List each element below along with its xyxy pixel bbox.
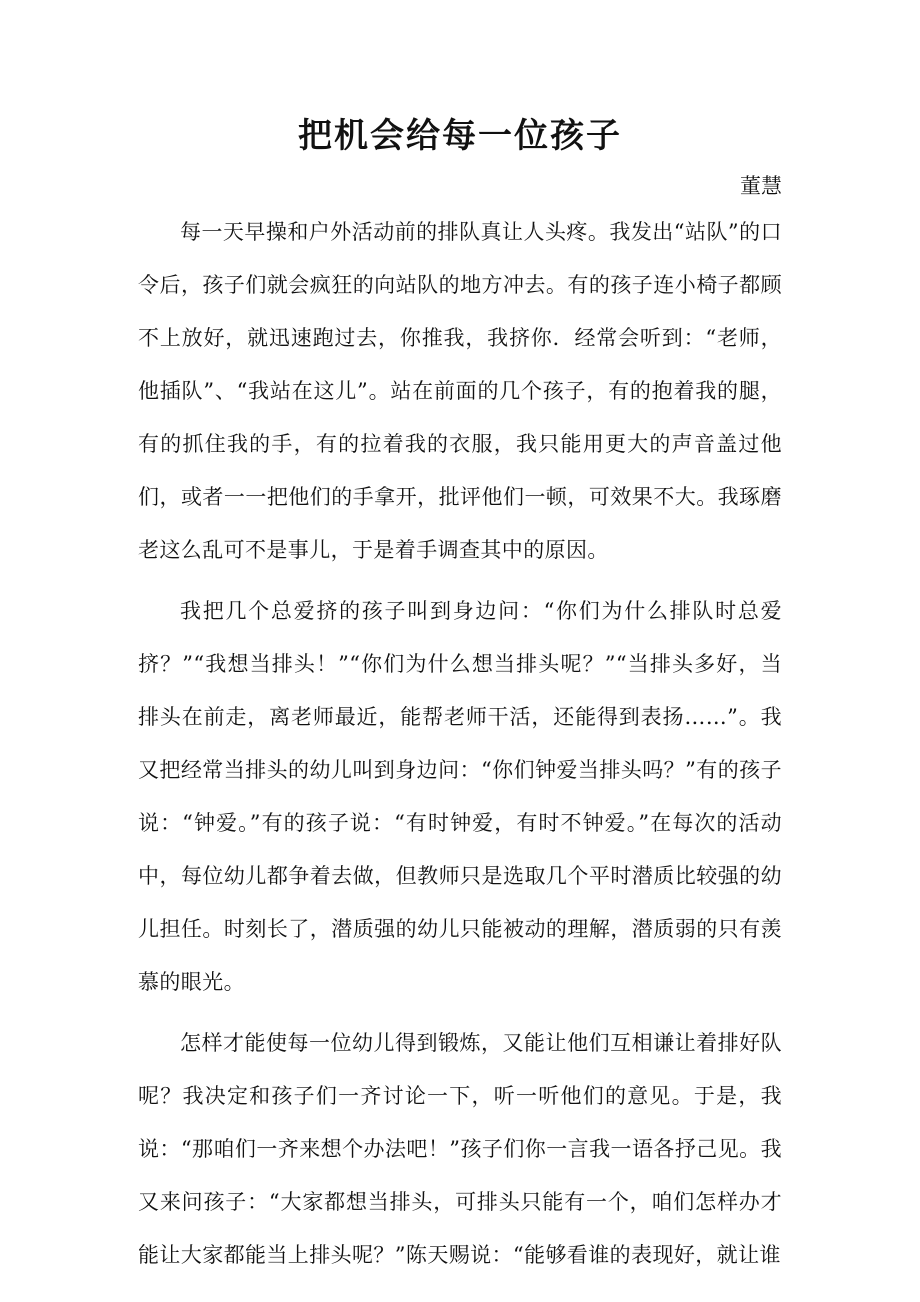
paragraph-2: 我把几个总爱挤的孩子叫到身边问：“你们为什么排队时总爱挤？”“我想当排头！”“你们为什么想当排头呢？”“当排头多好，当排头在前走，离老师最近，能帮老师干活，还能得到表扬……”。我又把经常当排头的幼儿叫到身边问：“你们钟爱当排头吗？”有的孩子说：“钟爱。”有的孩子说：“有时钟爱，有时不钟爱。”在每次的活动中，每位幼儿都争着去做，但教师只是选取几个平时潜质比较强的幼儿担任。时刻长了，潜质强的幼儿只能被动的理解，潜质弱的只有羡慕的眼光。 [138, 599, 782, 994]
author-name: 董慧 [740, 174, 782, 198]
document-title: 把机会给每一位孩子 [298, 116, 622, 156]
paragraph-1: 每一天早操和户外活动前的排队真让人头疼。我发出“站队”的口令后，孩子们就会疯狂的向站队的地方冲去。有的孩子连小椅子都顾不上放好，就迅速跑过去，你推我，我挤你．经常会听到：“老师，他插队”、“我站在这儿”。站在前面的几个孩子，有的抱着我的腿，有的抓住我的手，有的拉着我的衣服，我只能用更大的声音盖过他们，或者一一把他们的手拿开，批评他们一顿，可效果不大。我琢磨老这么乱可不是事儿，于是着手调查其中的原因。 [138, 220, 782, 562]
paragraph-3: 怎样才能使每一位幼儿得到锻炼，又能让他们互相谦让着排好队呢？我决定和孩子们一齐讨论一下，听一听他们的意见。于是，我说：“那咱们一齐来想个办法吧！”孩子们你一言我一语各抒己见。我又来问孩子：“大家都想当排头，可排头只能有一个，咱们怎样办才能让大家都能当上排头呢？”陈天赐说：“能够看谁的表现好，就让谁 [138, 1031, 782, 1267]
